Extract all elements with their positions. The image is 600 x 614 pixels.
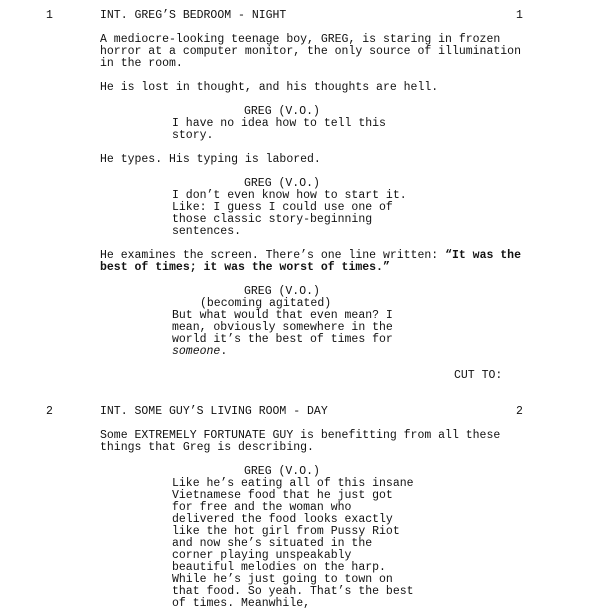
parenthetical: (becoming agitated) [200,297,332,310]
dialogue-line: and now she’s situated in the [172,537,373,550]
dialogue-line: that food. So yeah. That’s the best [172,585,414,598]
character-name: GREG (V.O.) [244,465,320,478]
dialogue-line: Like he’s eating all of this insane [172,477,414,490]
dialogue-line: of times. Meanwhile, [172,597,311,610]
transition: CUT TO: [454,369,503,382]
character-name: GREG (V.O.) [244,177,320,190]
action-line: Some EXTREMELY FORTUNATE GUY is benefitting from all these [100,429,501,442]
scene-number-right: 2 [516,405,523,418]
dialogue-line: Like: I guess I could use one of [172,201,393,214]
action-text: He examines the screen. There’s one line written: [100,249,446,262]
scene-number-left: 1 [46,9,53,22]
dialogue-line: I have no idea how to tell this [172,117,386,130]
scene-number-right: 1 [516,9,523,22]
dialogue-line: I don’t even know how to start it. [172,189,407,202]
dialogue-line: While he’s just going to town on [172,573,393,586]
dialogue-line: mean, obviously somewhere in the [172,321,393,334]
dialogue-line [172,346,227,358]
action-line: He types. His typing is labored. [100,153,321,166]
scene-heading: INT. GREG’S BEDROOM - NIGHT [100,9,287,22]
action-line: A mediocre-looking teenage boy, GREG, is staring in frozen [100,33,501,46]
action-line: in the room. [100,57,183,70]
character-name: GREG (V.O.) [244,105,320,118]
action-line: things that Greg is describing. [100,441,314,454]
dialogue-line: sentences. [172,225,242,238]
quoted-line-text: best of times; it was the worst of times.” [100,261,390,274]
dialogue-line: story. [172,129,214,142]
scene-heading: INT. SOME GUY’S LIVING ROOM - DAY [100,405,328,418]
dialogue-line: those classic story-beginning [172,213,373,226]
dialogue-line: Vietnamese food that he just got [172,489,393,502]
action-line: horror at a computer monitor, the only source of illumination [100,45,521,58]
scene-number-left: 2 [46,405,53,418]
dialogue-text: . [220,345,228,358]
dialogue-line: world it’s the best of times for [172,333,393,346]
quoted-line-text: “It was the [445,249,521,262]
dialogue-line: delivered the food looks exactly [172,513,393,526]
emphasis-text: someone [172,345,221,358]
dialogue-line: But what would that even mean? I [172,309,393,322]
dialogue-line: beautiful melodies on the harp. [172,561,386,574]
character-name: GREG (V.O.) [244,285,320,298]
dialogue-line: like the hot girl from Pussy Riot [172,525,400,538]
dialogue-line: corner playing unspeakably [172,549,352,562]
dialogue-line: for free and the woman who [172,501,352,514]
action-line: He is lost in thought, and his thoughts are hell. [100,81,439,94]
